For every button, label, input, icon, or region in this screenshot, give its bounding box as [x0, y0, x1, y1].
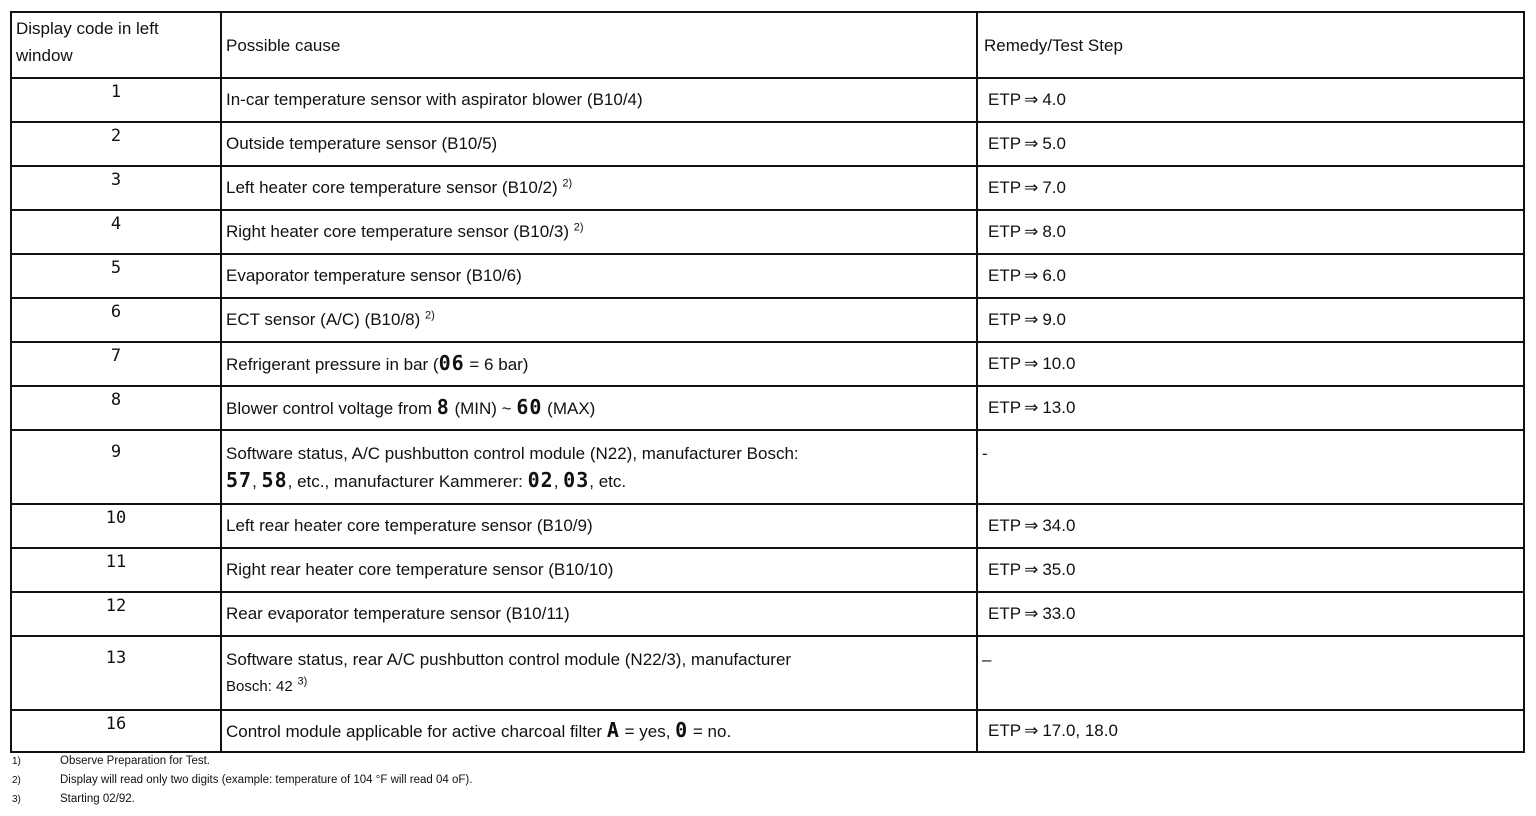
possible-cause [221, 78, 977, 122]
etp-label: ETP [988, 134, 1022, 153]
step-number: 8.0 [1042, 222, 1066, 241]
remedy-step [977, 342, 1524, 386]
segment-value: 03 [563, 468, 590, 492]
footnote-mark: 3) [12, 794, 21, 805]
step-number: 35.0 [1042, 560, 1076, 579]
remedy-step [977, 122, 1524, 166]
cause-text: ECT sensor (A/C) (B10/8) [226, 310, 421, 329]
table-row [11, 122, 1524, 166]
display-code: 5 [11, 254, 221, 298]
footnote [12, 790, 472, 809]
remedy-step [977, 504, 1524, 548]
footnote-text: Starting 02/92. [60, 793, 135, 805]
table-row [11, 210, 1524, 254]
step-number: 5.0 [1042, 134, 1066, 153]
table-row [11, 386, 1524, 430]
footnotes [12, 752, 472, 809]
footnote-mark: 2) [12, 775, 21, 786]
possible-cause [221, 430, 977, 504]
arrow-icon: ⇒ [1024, 560, 1039, 579]
etp-label: ETP [988, 398, 1022, 417]
footnote-text: Display will read only two digits (example: temperature of 104 °F will read 04 oF). [60, 774, 473, 786]
segment-value: 58 [261, 468, 288, 492]
etp-label: ETP [988, 604, 1022, 623]
possible-cause [221, 298, 977, 342]
display-code: 13 [11, 636, 221, 710]
possible-cause [221, 504, 977, 548]
arrow-icon: ⇒ [1024, 604, 1039, 623]
possible-cause [221, 548, 977, 592]
header-possible-cause: Possible cause [221, 12, 977, 78]
step-number: 10.0 [1042, 354, 1076, 373]
cause-text: Software status, A/C pushbutton control module (N22), manufacturer Bosch: [226, 444, 799, 463]
cause-text: Evaporator temperature sensor (B10/6) [226, 266, 522, 285]
table-row [11, 78, 1524, 122]
arrow-icon: ⇒ [1024, 516, 1039, 535]
display-code: 12 [11, 592, 221, 636]
segment-value: A [606, 718, 620, 742]
step-number: 7.0 [1042, 178, 1066, 197]
display-code: 16 [11, 710, 221, 752]
possible-cause [221, 342, 977, 386]
remedy-dash: – [982, 650, 992, 669]
remedy-step [977, 166, 1524, 210]
etp-label: ETP [988, 90, 1022, 109]
segment-value: 02 [527, 468, 554, 492]
display-code: 4 [11, 210, 221, 254]
etp-label: ETP [988, 560, 1022, 579]
header-display-code: Display code in left window [11, 12, 221, 78]
etp-label: ETP [988, 178, 1022, 197]
table-row [11, 430, 1524, 504]
cause-text: Outside temperature sensor (B10/5) [226, 134, 498, 153]
cause-text: Software status, rear A/C pushbutton control module (N22/3), manufacturer [226, 650, 792, 669]
segment-value: 60 [516, 395, 543, 419]
segment-value: 06 [438, 351, 465, 375]
diagnostic-code-table [10, 11, 1525, 753]
footnote-text: Observe Preparation for Test. [60, 755, 210, 767]
cause-text: Rear evaporator temperature sensor (B10/11) [226, 604, 570, 623]
footnote-mark: 1) [12, 756, 21, 767]
table-row [11, 592, 1524, 636]
display-code: 2 [11, 122, 221, 166]
etp-label: ETP [988, 354, 1022, 373]
cause-text: Refrigerant pressure in bar ( [226, 355, 439, 374]
step-number: 9.0 [1042, 310, 1066, 329]
possible-cause [221, 254, 977, 298]
table-row [11, 342, 1524, 386]
remedy-step [977, 592, 1524, 636]
arrow-icon: ⇒ [1024, 721, 1039, 740]
remedy-step [977, 710, 1524, 752]
table-row [11, 548, 1524, 592]
display-code: 8 [11, 386, 221, 430]
remedy-step [977, 386, 1524, 430]
display-code: 1 [11, 78, 221, 122]
cause-text: Bosch: 42 [226, 678, 293, 695]
possible-cause [221, 636, 977, 710]
cause-text: In-car temperature sensor with aspirator blower (B10/4) [226, 90, 643, 109]
segment-value: 8 [436, 395, 450, 419]
segment-value: 0 [675, 718, 689, 742]
cause-text: Left rear heater core temperature sensor (B10/9) [226, 516, 593, 535]
possible-cause [221, 592, 977, 636]
cause-text: = 6 bar) [464, 355, 529, 374]
display-code: 10 [11, 504, 221, 548]
cause-text: Left heater core temperature sensor (B10/2) [226, 178, 558, 197]
remedy-step [977, 548, 1524, 592]
remedy-step [977, 636, 1524, 710]
arrow-icon: ⇒ [1024, 90, 1039, 109]
cause-text: , [252, 472, 262, 491]
arrow-icon: ⇒ [1024, 354, 1039, 373]
cause-text: , [553, 472, 564, 491]
step-number: 6.0 [1042, 266, 1066, 285]
arrow-icon: ⇒ [1024, 134, 1039, 153]
possible-cause [221, 166, 977, 210]
cause-text: Right heater core temperature sensor (B10/3) [226, 222, 570, 241]
remedy-step [977, 254, 1524, 298]
table-header-row [11, 12, 1524, 78]
table-row [11, 636, 1524, 710]
footnote-ref: 2) [425, 309, 435, 322]
cause-text: (MIN) ~ [449, 399, 517, 418]
possible-cause [221, 122, 977, 166]
display-code: 6 [11, 298, 221, 342]
display-code: 7 [11, 342, 221, 386]
arrow-icon: ⇒ [1024, 310, 1039, 329]
footnote [12, 752, 472, 771]
display-code: 3 [11, 166, 221, 210]
cause-text: (MAX) [542, 399, 596, 418]
remedy-step [977, 298, 1524, 342]
cause-text: , etc., manufacturer Kammerer: [287, 472, 528, 491]
table-row [11, 166, 1524, 210]
etp-label: ETP [988, 222, 1022, 241]
table-row [11, 254, 1524, 298]
cause-text: , etc. [589, 472, 627, 491]
arrow-icon: ⇒ [1024, 178, 1039, 197]
etp-label: ETP [988, 516, 1022, 535]
step-number: 33.0 [1042, 604, 1076, 623]
arrow-icon: ⇒ [1024, 222, 1039, 241]
etp-label: ETP [988, 721, 1022, 740]
table-row [11, 504, 1524, 548]
arrow-icon: ⇒ [1024, 398, 1039, 417]
etp-label: ETP [988, 266, 1022, 285]
segment-value: 57 [226, 468, 253, 492]
cause-text: Blower control voltage from [226, 399, 437, 418]
header-remedy: Remedy/Test Step [977, 12, 1524, 78]
step-number: 13.0 [1042, 398, 1076, 417]
table-row [11, 710, 1524, 752]
footnote [12, 771, 472, 790]
remedy-step [977, 210, 1524, 254]
cause-text: Right rear heater core temperature sensor (B10/10) [226, 560, 614, 579]
etp-label: ETP [988, 310, 1022, 329]
possible-cause [221, 710, 977, 752]
cause-text: Control module applicable for active charcoal filter [226, 722, 607, 741]
cause-text: = no. [688, 722, 732, 741]
remedy-dash: - [982, 444, 988, 463]
footnote-ref: 3) [297, 675, 308, 688]
footnote-ref: 2) [562, 177, 573, 190]
display-code: 9 [11, 430, 221, 504]
cause-text: = yes, [619, 722, 676, 741]
possible-cause [221, 386, 977, 430]
footnote-ref: 2) [573, 221, 584, 234]
step-number: 17.0, 18.0 [1042, 721, 1118, 740]
table-row [11, 298, 1524, 342]
possible-cause [221, 210, 977, 254]
step-number: 34.0 [1042, 516, 1076, 535]
arrow-icon: ⇒ [1024, 266, 1039, 285]
display-code: 11 [11, 548, 221, 592]
step-number: 4.0 [1042, 90, 1066, 109]
remedy-step [977, 78, 1524, 122]
remedy-step [977, 430, 1524, 504]
